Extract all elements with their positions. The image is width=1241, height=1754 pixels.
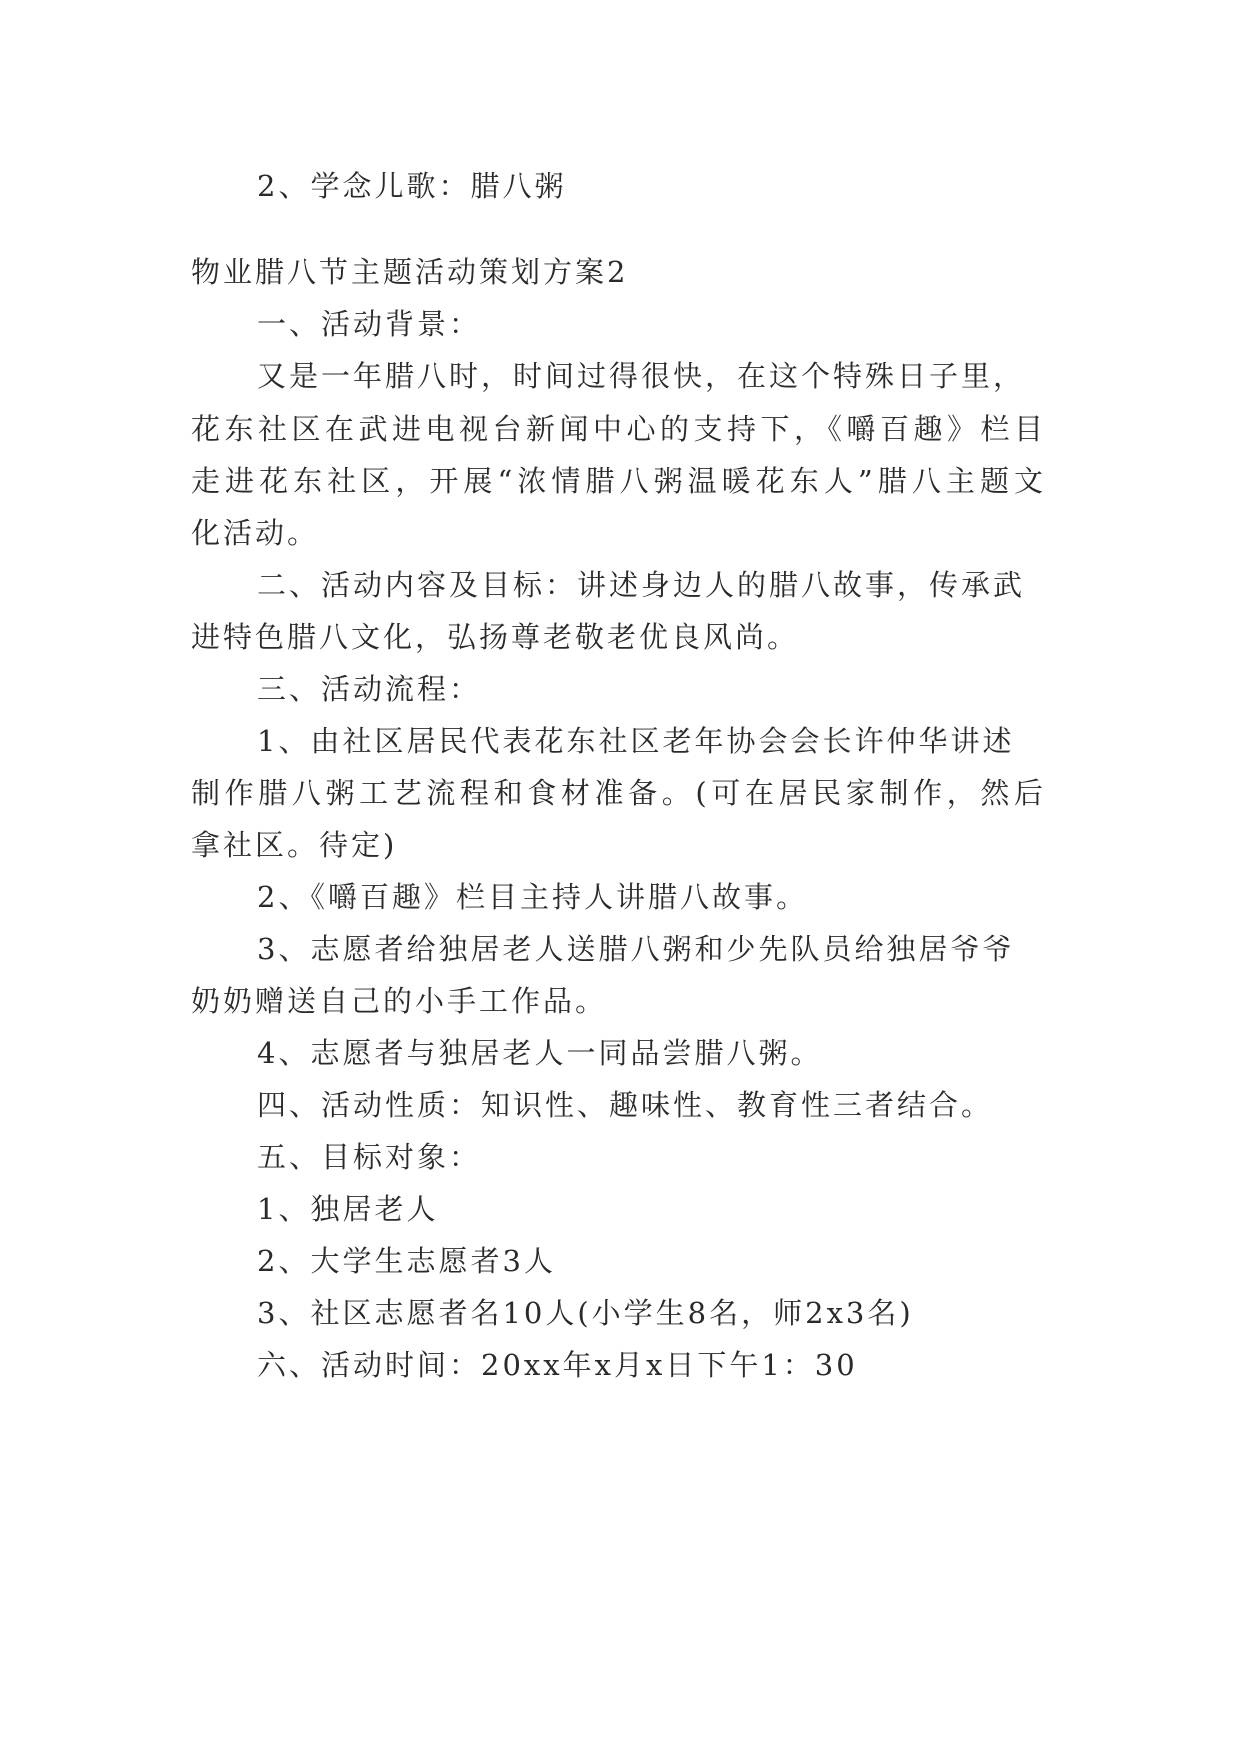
list-item: 2、《嚼百趣》栏目主持人讲腊八故事。	[257, 880, 808, 914]
section-title: 物业腊八节主题活动策划方案2	[191, 255, 629, 289]
paragraph-line: 化活动。	[191, 516, 320, 550]
list-item: 1、独居老人	[257, 1192, 439, 1226]
list-item-learn-rhyme: 2、学念儿歌：腊八粥	[257, 169, 567, 203]
heading-content-goals: 二、活动内容及目标：讲述身边人的腊八故事，传承武	[257, 568, 1026, 602]
heading-target: 五、目标对象：	[257, 1140, 482, 1174]
paragraph-line: 又是一年腊八时，时间过得很快，在这个特殊日子里，	[257, 359, 1026, 393]
heading-process: 三、活动流程：	[257, 672, 482, 706]
paragraph-line: 进特色腊八文化，弘扬尊老敬老优良风尚。	[191, 620, 800, 654]
list-item-continuation: 制作腊八粥工艺流程和食材准备。(可在居民家制作，然后	[191, 776, 1046, 810]
heading-time: 六、活动时间：20xx年x月x日下午1：30	[257, 1348, 858, 1382]
list-item: 3、社区志愿者名10人(小学生8名，师2x3名)	[257, 1296, 914, 1330]
paragraph-line: 花东社区在武进电视台新闻中心的支持下，《嚼百趣》栏目	[191, 412, 1046, 446]
list-item: 3、志愿者给独居老人送腊八粥和少先队员给独居爷爷	[257, 932, 1015, 966]
list-item-continuation: 奶奶赠送自己的小手工作品。	[191, 984, 608, 1018]
list-item: 2、大学生志愿者3人	[257, 1244, 556, 1278]
heading-nature: 四、活动性质：知识性、趣味性、教育性三者结合。	[257, 1088, 994, 1122]
list-item-continuation: 拿社区。待定)	[191, 828, 398, 862]
list-item: 1、由社区居民代表花东社区老年协会会长许仲华讲述	[257, 724, 1015, 758]
list-item: 4、志愿者与独居老人一同品尝腊八粥。	[257, 1036, 823, 1070]
heading-background: 一、活动背景：	[257, 307, 482, 341]
paragraph-line: 走进花东社区，开展“浓情腊八粥温暖花东人”腊八主题文	[191, 464, 1046, 498]
